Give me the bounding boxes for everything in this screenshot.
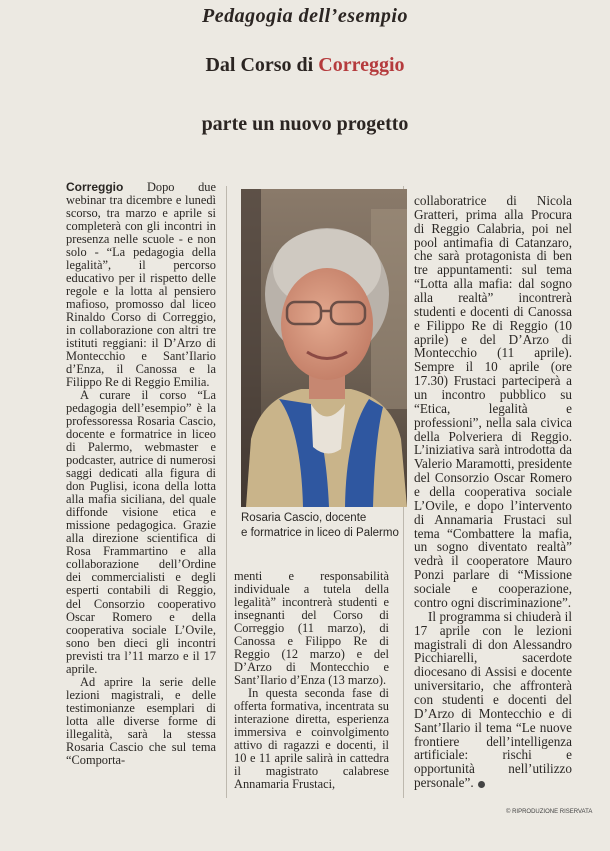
headline-line-2-prefix: Dal Corso di	[205, 54, 319, 76]
photo-caption-line: e formatrice in liceo di Palermo	[241, 527, 399, 539]
article-column-1	[66, 181, 216, 767]
end-mark-icon	[478, 781, 485, 788]
article-paragraph: collaboratrice di Nicola Gratteri, prima alla Procura di Reggio Calabria, poi nel pool antimafia di Catanzaro, che sarà protagonista di ben tre appuntamenti: sul tema “Lotta alla mafia: dal sogno alla realtà” incontrerà studenti e docenti di Canossa e Filippo Re di Reggio (10 aprile) e del D’Arzo di Montecchio (11 aprile). Sempre il 10 aprile (ore 17.30) Frustaci parteciperà a un incontro pubblico su “Etica, legalità e professioni”, nella sala civica della Polveriera di Reggio. L’iniziativa sarà introdotta da Valerio Maramotti, presidente del Consorzio Oscar Romero e della cooperativa sociale L’Ovile, e dopo l’intervento di Annamaria Frustaci sul tema “Combattere la mafia, un sogno diventato realtà” vedrà il cooperatore Mauro Ponzi parlare di “Missione sociale e cooperazione, contro ogni discriminazione”.	[414, 193, 572, 610]
headline-accent-word: Correggio	[318, 54, 405, 76]
article-paragraph-text: Il programma si chiuderà il 17 aprile con le lezioni magistrali di don Alessandro Picchiarelli, sacerdote diocesano di Assisi e docente universitario, che affronterà con studenti e docenti del D’Arzo di Montecchio e di Sant’Ilario il tema “Le nuove frontiere dell’intelligenza artificiale: rischi e opportunità nell’utilizzo personale”.	[414, 608, 572, 791]
copyright-notice: © RIPRODUZIONE RISERVATA	[506, 809, 593, 815]
photo-caption	[241, 511, 411, 541]
article-paragraph	[414, 610, 572, 790]
article-dateline: Correggio	[66, 180, 124, 194]
article-paragraph	[66, 181, 216, 389]
article-paragraph: menti e responsabilità individuale a tutela della legalità” incontrerà studenti e insegnanti del Corso di Correggio (11 marzo), di Canossa e Filippo Re di Reggio (12 marzo) e del D’Arzo di Montecchio e Sant’Ilario d’Enza (13 marzo).	[234, 569, 389, 688]
headline-line-3: parte un nuovo progetto	[201, 113, 409, 135]
headline-line-1: Pedagogia dell’esempio	[202, 5, 408, 27]
article-paragraph: A curare il corso “La pedagogia dell’esempio” è la professoressa Rosaria Cascio, docente e formatrice in liceo di Palermo, webmaster e podcaster, autrice di numerosi saggi dedicati alla figura di don Puglisi, icona della lotta alla mafia siciliana, del quale diffonde visione etica e missione pedagogica. Grazie alla direzione scientifica di Rosa Frammartino e alla collaborazione dell’Ordine dei commercialisti e degli esperti contabili di Reggio, del Consorzio cooperativo Oscar Romero e della cooperativa sociale L’Ovile, sono ben dieci gli incontri previsti tra l’11 marzo e il 17 aprile.	[66, 388, 216, 676]
photo-caption-line: Rosaria Cascio, docente	[241, 512, 367, 524]
column-divider	[226, 186, 227, 798]
article-column-2	[234, 570, 389, 791]
portrait-photo	[241, 189, 407, 507]
article-column-3	[414, 194, 572, 790]
headline-line-2	[0, 55, 610, 75]
article-paragraph: Ad aprire la serie delle lezioni magistrali, e delle testimonianze esemplari di lotta alle diverse forme di illegalità, sarà la stessa Rosaria Cascio che sul tema “Comporta-	[66, 674, 216, 767]
article-paragraph-text: Dopo due webinar tra dicembre e lunedì scorso, tra marzo e aprile si completerà con gli incontri in presenza nelle scuole - e non solo - “La pedagogia della legalità”, il percorso educativo per il rispetto delle regole e la lotta al pensiero mafioso, promosso dal liceo Rinaldo Corso di Correggio, in collaborazione con altri tre istituti reggiani: il D’Arzo di Montecchio e Sant’Ilario d’Enza, il Canossa e la Filippo Re di Reggio Emilia.	[66, 180, 216, 390]
article-paragraph: In questa seconda fase di offerta formativa, incentrata su interazione diretta, esperienza immersiva e coinvolgimento attivo di ragazzi e docenti, il 10 e 11 aprile salirà in cattedra il magistrato calabrese Annamaria Frustaci,	[234, 686, 389, 792]
